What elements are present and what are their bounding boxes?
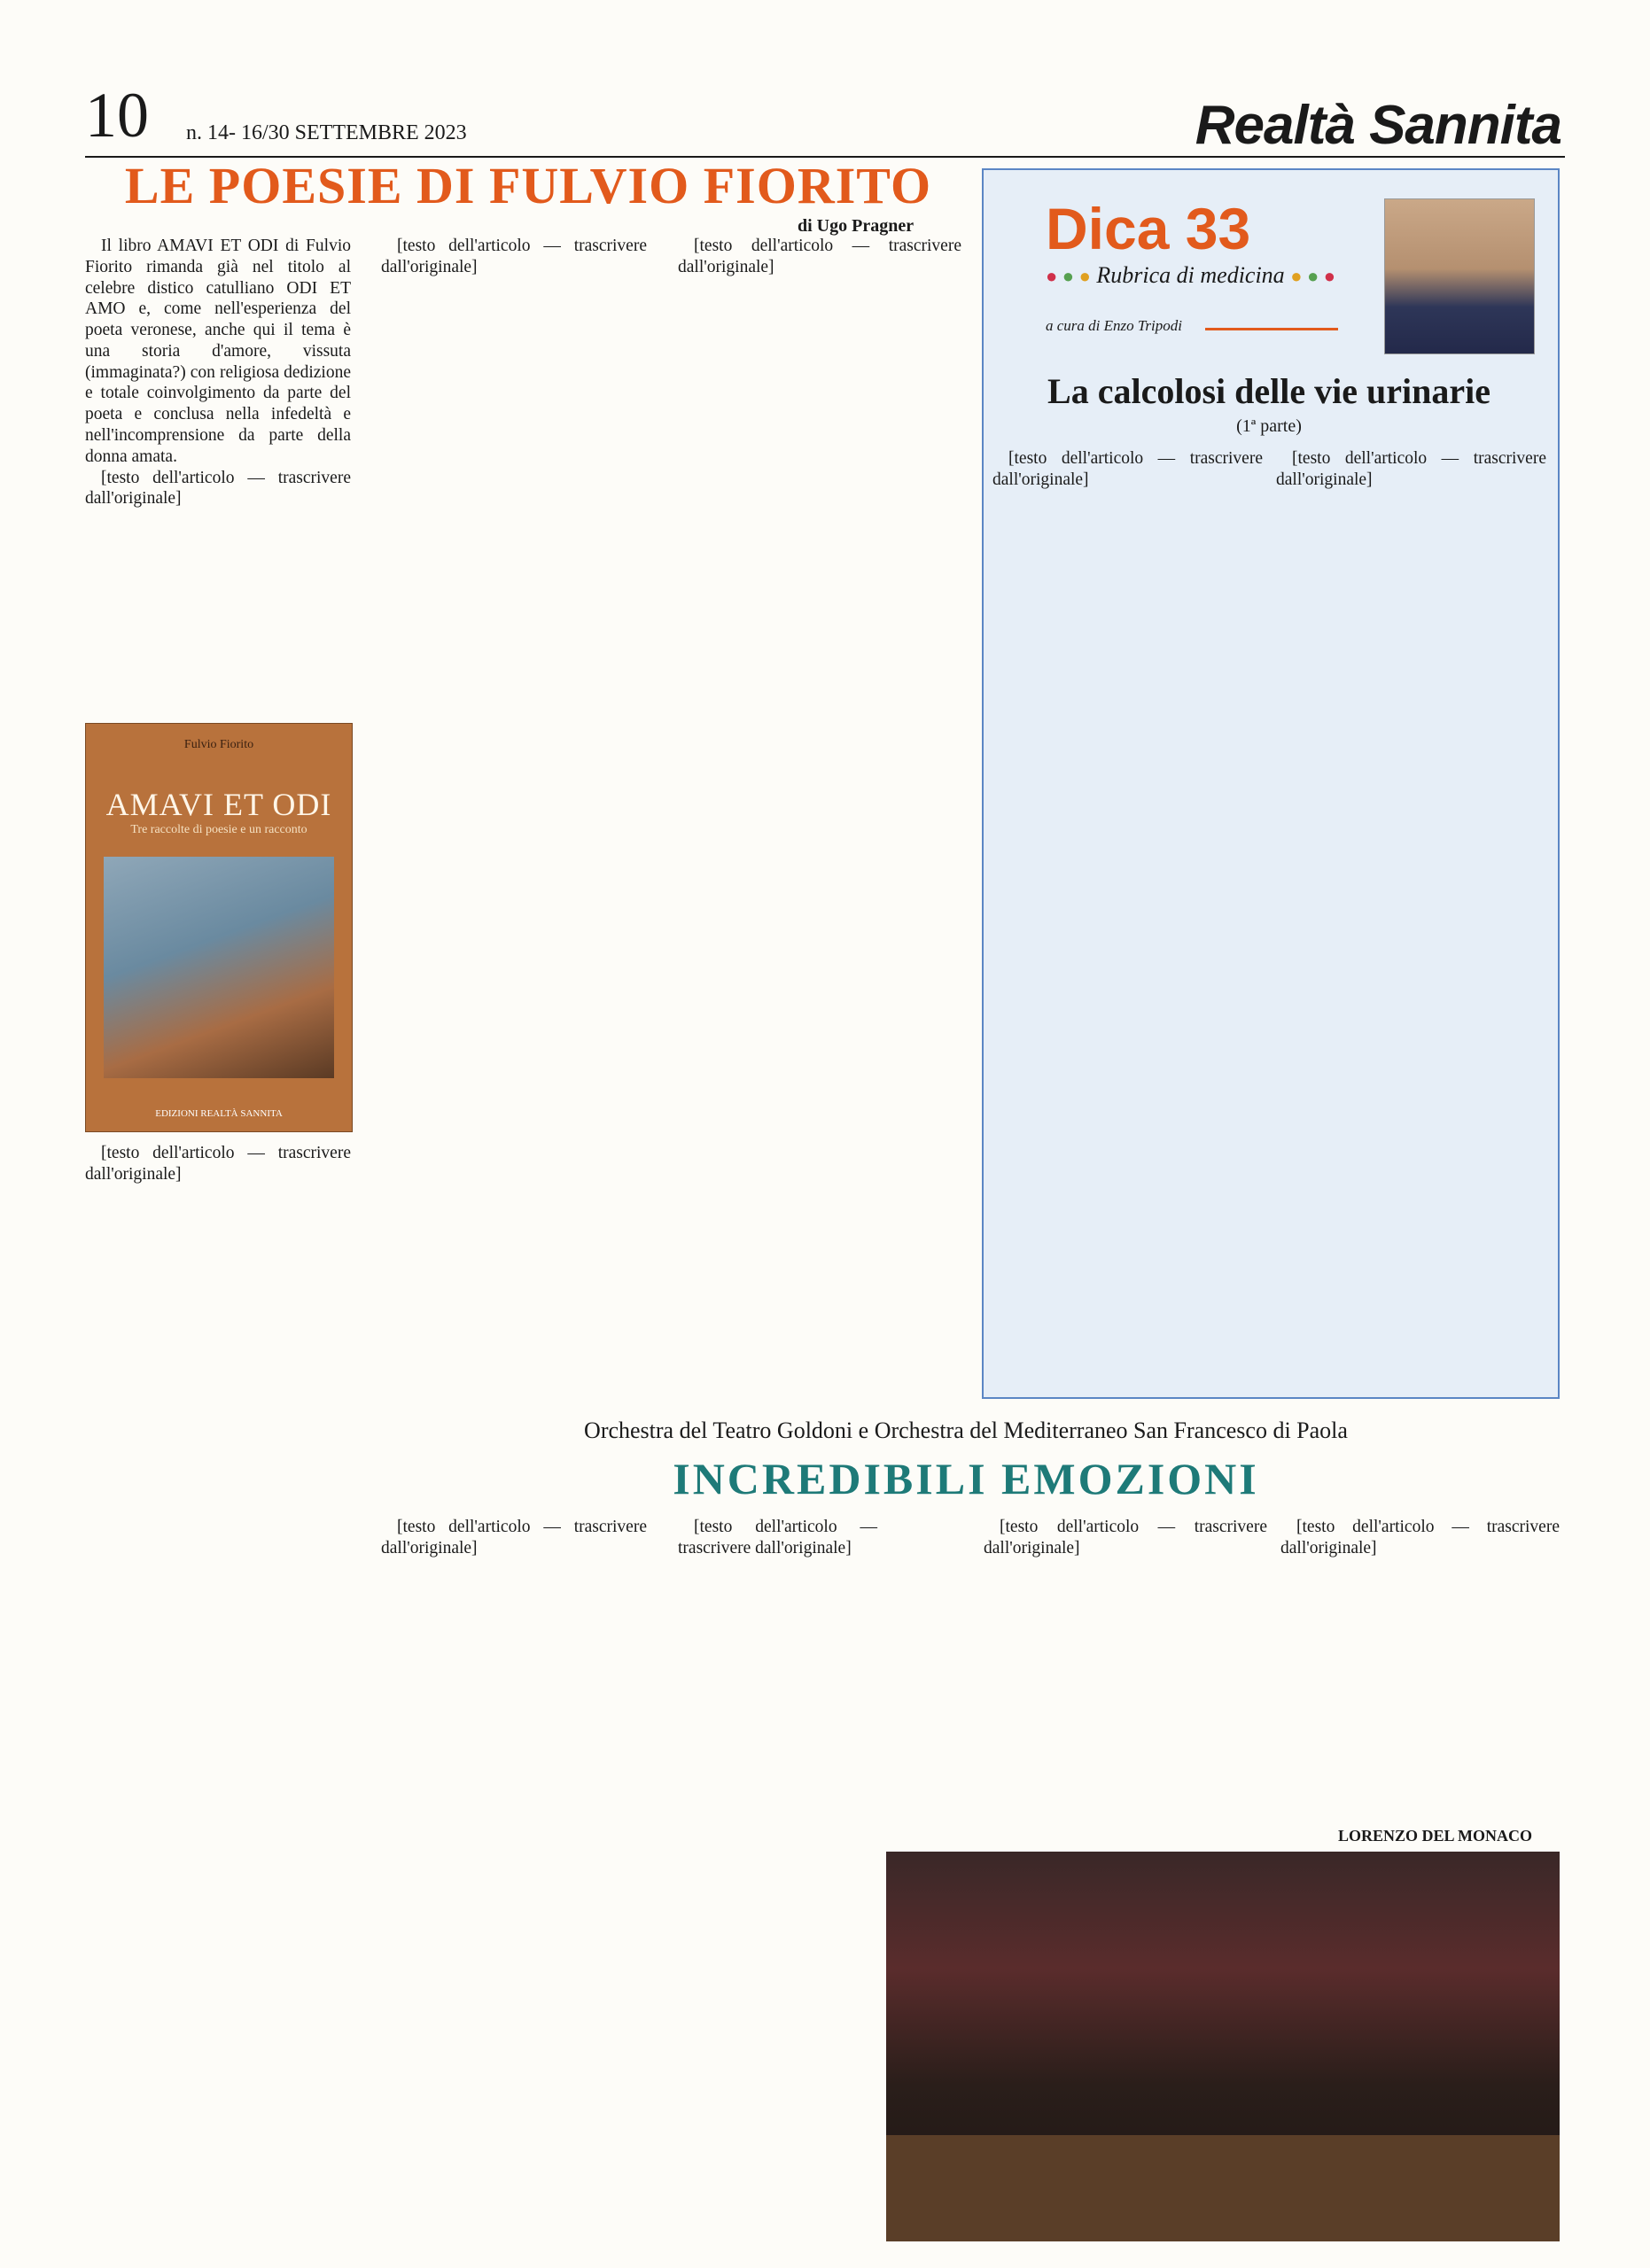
medical-column-1 (992, 448, 1263, 491)
issue-date: n. 14- 16/30 SETTEMBRE 2023 (186, 121, 467, 144)
rubric-divider (1205, 328, 1338, 330)
poems-paragraph: [testo dell'articolo — trascrivere dall'originale] (85, 468, 351, 509)
book-author: Fulvio Fiorito (183, 738, 254, 751)
page-number: 10 (85, 80, 149, 151)
poems-headline: LE POESIE DI FULVIO FIORITO (124, 157, 932, 214)
orchestra-column-4 (1280, 1517, 1560, 1559)
medical-headline: La calcolosi delle vie urinarie (1047, 371, 1490, 411)
photo-stage-floor (886, 2135, 1560, 2241)
author-portrait-photo (1384, 198, 1535, 354)
book-title: AMAVI ET ODI (105, 787, 332, 822)
orchestra-photo (886, 1852, 1560, 2241)
rubric-author: a cura di Enzo Tripodi (1046, 317, 1182, 334)
decorative-dots-icon: ● ● ● (1046, 265, 1091, 287)
medical-column-2 (1276, 448, 1546, 491)
orchestra-paragraph: [testo dell'articolo — trascrivere dall'originale] (678, 1518, 877, 1557)
poems-paragraph: [testo dell'articolo — trascrivere dall'originale] (678, 237, 961, 276)
book-cover-image (85, 723, 353, 1132)
poems-column-1 (85, 236, 351, 509)
book-subtitle: Tre raccolte di poesie e un racconto (130, 823, 307, 836)
orchestra-signature: LORENZO DEL MONACO (1338, 1827, 1533, 1845)
poems-paragraph: Il libro AMAVI ET ODI di Fulvio Fiorito rimanda già nel titolo al celebre distico catulliano ODI ET AMO e, come nell'esperienza del poeta veronese, anche qui il tema è una storia d'amore, vissuta (immaginata?) con religiosa dedizione e totale coinvolgimento da parte del poeta e conclusa nella infedeltà e nell'incomprensione da parte della donna amata. (85, 237, 351, 466)
orchestra-paragraph: [testo dell'articolo — trascrivere dall'originale] (1280, 1518, 1560, 1557)
poems-column-1b (85, 1143, 351, 1185)
rubric-name: Rubrica di medicina (1096, 262, 1285, 288)
orchestra-headline: INCREDIBILI EMOZIONI (673, 1454, 1259, 1503)
orchestra-paragraph: [testo dell'articolo — trascrivere dall'originale] (984, 1518, 1267, 1557)
orchestra-column-3 (984, 1517, 1267, 1559)
orchestra-column-2 (678, 1517, 877, 1559)
medical-part: (1ª parte) (1236, 416, 1302, 436)
orchestra-subhead: Orchestra del Teatro Goldoni e Orchestra del Mediterraneo San Francesco di Paola (584, 1418, 1348, 1443)
rubric-label (1046, 262, 1335, 289)
poems-paragraph: [testo dell'articolo — trascrivere dall'originale] (85, 1144, 351, 1184)
orchestra-paragraph: [testo dell'articolo — trascrivere dall'originale] (381, 1518, 647, 1557)
masthead-logo: Realtà Sannita (1195, 95, 1561, 156)
poems-column-3 (678, 236, 961, 278)
poems-paragraph: [testo dell'articolo — trascrivere dall'originale] (381, 237, 647, 276)
medical-paragraph: [testo dell'articolo — trascrivere dall'originale] (992, 449, 1263, 489)
book-illustration (104, 857, 334, 1078)
medical-paragraph: [testo dell'articolo — trascrivere dall'originale] (1276, 449, 1546, 489)
poems-column-2 (381, 236, 647, 278)
poems-byline: di Ugo Pragner (798, 216, 915, 236)
book-publisher: EDIZIONI REALTÀ SANNITA (155, 1108, 283, 1119)
orchestra-column-1 (381, 1517, 647, 1559)
decorative-dots-icon: ● ● ● (1290, 265, 1336, 287)
rubric-brand: Dica 33 (1046, 196, 1251, 261)
